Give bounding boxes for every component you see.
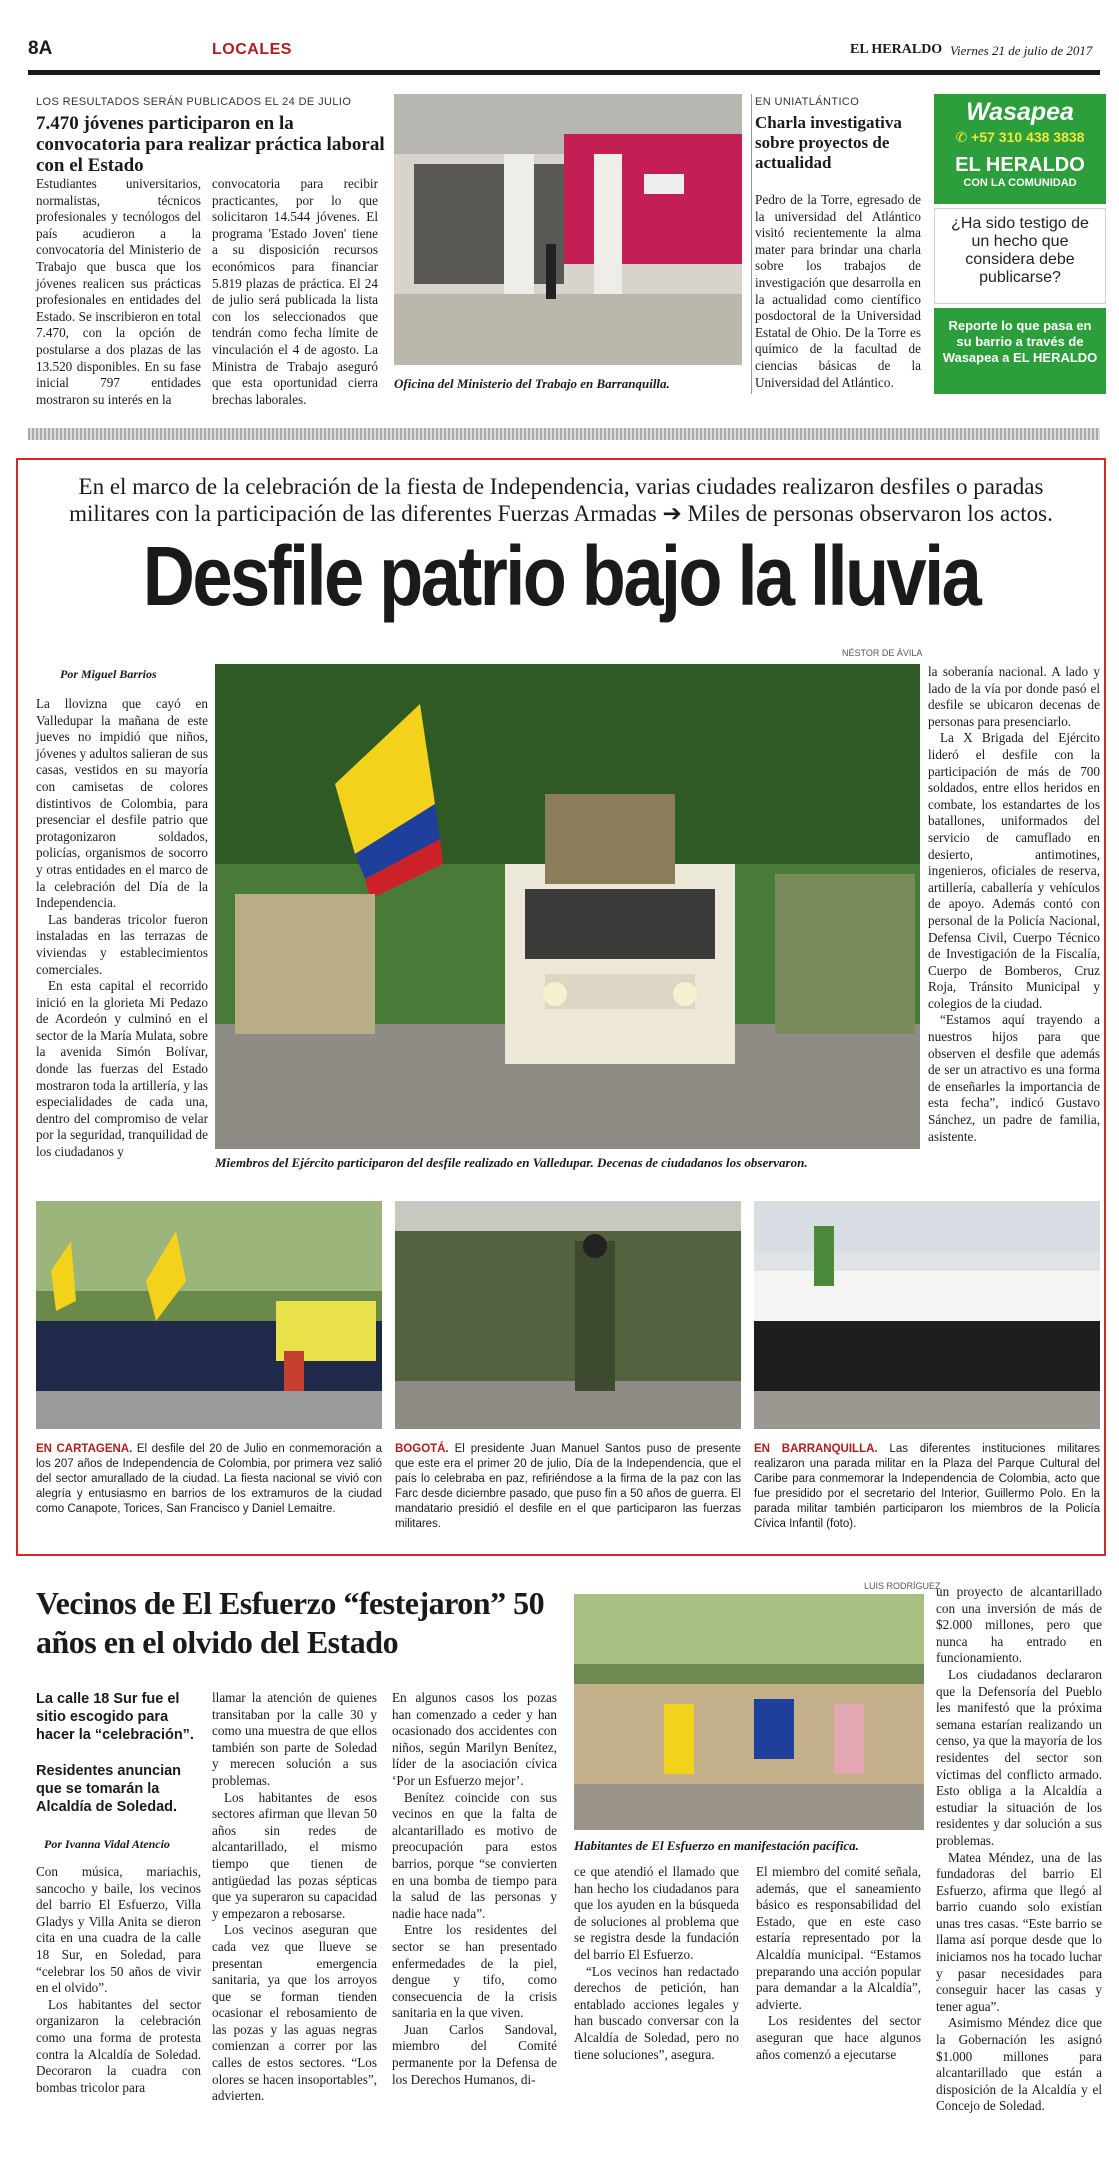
- feature-right-para: la soberanía nacional. A lado y lado de la vía por donde pasó el desfile se ubicaron decenas de personas para presenciarlo.: [928, 664, 1100, 729]
- wasapea-phone-number: +57 310 438 3838: [971, 129, 1085, 145]
- wasapea-cta: Reporte lo que pasa en su barrio a través de Wasapea a EL HERALDO: [942, 318, 1098, 365]
- bottom-para: llamar la atención de quienes transitaban por la calle 30 y como una muestra de que ellos también son parte de Soledad y merecen solución a sus problemas.: [212, 1690, 377, 1788]
- cartagena-photo: [36, 1201, 382, 1429]
- wasapea-title: Wasapea: [966, 98, 1074, 126]
- bottom-photo-caption: Habitantes de El Esfuerzo en manifestación pacífica.: [574, 1838, 859, 1853]
- barranquilla-text: Las diferentes instituciones militares realizaron una parada militar en la Plaza del Parque Cultural del Caribe para conmemorar la Independencia de Colombia, acto que fue presidido por el secretario del Interior, Guillermo Polo. En la parada militar también participaron los miembros de la Policía Cívica Infantil (foto).: [754, 1443, 1100, 1530]
- feature-headline: Desfile patrio bajo la lluvia: [142, 529, 980, 623]
- bottom-para: Con música, mariachis, sancocho y baile, los vecinos del barrio El Esfuerzo, Villa Gladys y Villa Anita se dieron cita en una cuadra de la calle 18 Sur, en Soledad, para “celebrar los 50 años de vivir en el olvido”.: [36, 1864, 201, 1996]
- bottom-col5: [756, 1864, 921, 2063]
- feature-left-column: [36, 696, 208, 1161]
- bottom-col2: [212, 1690, 377, 2105]
- bottom-para: Entre los residentes del sector se han presentado enfermedades de la piel, dengue y tifo, como consecuencia de la crisis sanitaria en la que viven.: [392, 1922, 557, 2021]
- side-headline: Charla investigativa sobre proyectos de actualidad: [755, 113, 902, 172]
- el-esfuerzo-protest-photo: [574, 1594, 924, 1830]
- header-rule: [28, 70, 1100, 75]
- bottom-para: Los habitantes de esos sectores afirman que llevan 50 años sin redes de alcantarillado, el mismo tiempo que tienen de antigüedad las pozas sépticas que ya superaron su capacidad y empezaron a rebosarse.: [212, 1789, 377, 1921]
- side-kicker: EN UNIATLÁNTICO: [755, 96, 860, 108]
- bottom-para: En algunos casos los pozas han comenzado a ceder y han ocasionado dos accidentes con niños, según Marilyn Benítez, líder de la asociación cívica ‘Por un Esfuerzo mejor’.: [392, 1690, 557, 1788]
- feature-left-para: En esta capital el recorrido inició en la glorieta Mi Pedazo de Acordeón y culminó en el sector de la María Mulata, sobre la avenida Simón Bolívar, donde las fuerzas del Estado mostraron toda la artillería, y las especialidades de cada una, dentro del compromiso de velar por la seguridad, tranquilidad de los ciudadanos y: [36, 978, 208, 1160]
- bottom-para: Benítez coincide con sus vecinos en que la falta de alcantarillado es motivo de preocupación para estos barrios, porque “se convierten en una bomba de tiempo para la salud de las personas y nadie hace nada”.: [392, 1789, 557, 1921]
- feature-right-para: “Estamos aquí trayendo a nuestros hijos para que observen el desfile que además de ser un atractivo es una forma de enseñarles la importancia de esta fecha”, indicó Gustavo Sánchez, un padre de familia, asistente.: [928, 1012, 1100, 1144]
- barranquilla-photo: [754, 1201, 1100, 1429]
- bogota-text: El presidente Juan Manuel Santos puso de presente que este era el primer 20 de julio, Día de la Independencia, que el país lo celebraba en paz, refiriéndose a la firma de la paz con las Farc desde diciembre pasado, que puso fin a 50 años de guerra. El mandatario presidió el desfile en el que participaron las fuerzas militares.: [395, 1443, 741, 1530]
- top-col2: convocatoria para recibir practicantes, por lo que solicitaron 14.544 jóvenes. El programa 'Estado Joven' tiene a su disposición recursos económicos para financiar 5.819 plazas de práctica. El 24 de julio será publicada la lista con los seleccionados que tendrán como fecha límite de vinculación el 4 de agosto. La Ministra de Trabajo aseguró que esta oportunidad cierra brechas laborales.: [212, 176, 378, 407]
- feature-right-column: [928, 664, 1100, 1145]
- wasapea-bottom: [934, 308, 1106, 394]
- bottom-para: El miembro del comité señala, además, que el saneamiento básico es responsabilidad del Estado, que en este caso estaría representado por la Alcaldía municipal. “Estamos preparando una acción popular para demandar a la Alcaldía”, advierte.: [756, 1864, 921, 2012]
- bottom-para: Asimismo Méndez dice que la Gobernación les asignó $1.000 millones para alcantarillado que están a disposición de la Alcaldía y el Concejo de Soledad.: [936, 2015, 1102, 2114]
- ministry-office-photo: [394, 94, 742, 365]
- column-divider: [751, 94, 752, 394]
- bottom-col1: [36, 1864, 201, 2096]
- top-kicker: LOS RESULTADOS SERÁN PUBLICADOS EL 24 DE JULIO: [36, 96, 352, 108]
- bogota-caption: [395, 1442, 741, 1532]
- valledupar-parade-photo: [215, 664, 920, 1149]
- bottom-byline: Por Ivanna Vidal Atencio: [44, 1837, 170, 1851]
- feature-byline: Por Miguel Barrios: [60, 667, 157, 681]
- side-body: Pedro de la Torre, egresado de la universidad del Atlántico visitó recientemente la alma mater para brindar una charla sobre los trabajos de investigación que desarrolla en la actualidad como científico posdoctoral de la Universidad Estatal de Ohio. De la Torre es químico de la facultad de ciencias básicas de la Universidad del Atlántico.: [755, 192, 921, 390]
- bottom-para: Los ciudadanos declararon que la Defensoría del Pueblo les manifestó que la próxima semana estarían realizando un censo, ya que la mayoría de los residentes del sector son víctimas del conflicto armado. Esto obliga a la Alcaldía a estudiar la situación de los residentes y dar solución a sus problemas.: [936, 1666, 1102, 1848]
- bottom-summary-2: Residentes anuncian que se tomarán la Alcaldía de Soledad.: [36, 1763, 182, 1815]
- feature-deck: En el marco de la celebración de la fiesta de Independencia, varias ciudades realizaron desfiles o paradas militares con la participación de las diferentes Fuerzas Armadas ➔ Miles de personas observaron los actos.: [69, 474, 1053, 526]
- wasapea-question-box: [934, 208, 1106, 304]
- top-photo-caption: Oficina del Ministerio del Trabajo en Barranquilla.: [394, 376, 670, 391]
- bottom-para: Los vecinos aseguran que cada vez que llueve se presentan emergencia sanitaria, ya que los arroyos que se forman tienden ocasionar el rebosamiento de las pozas y las aguas negras comienzan a correr por las calles de estos sectores. “Los olores se hacen insoportables”, advierten.: [212, 1922, 377, 2104]
- bottom-summary-1: La calle 18 Sur fue el sitio escogido para hacer la “celebración”.: [36, 1691, 194, 1743]
- wasapea-question: ¿Ha sido testigo de un hecho que considera debe publicarse?: [951, 215, 1089, 286]
- top-col1: Estudiantes universitarios, normalistas, técnicos profesionales y tecnólogos del país acudieron a la convocatoria del Ministerio de Trabajo que busca que los jóvenes realicen sus prácticas profesionales en entidades del Estado. Se inscribieron en total 7.470, con la opción de postularse a dos plazas de las 13.520 disponibles. En su fase inicial 797 entidades mostraron su interés en la: [36, 176, 201, 407]
- wasapea-top: [934, 94, 1106, 204]
- whatsapp-icon: ✆: [955, 129, 972, 145]
- wasapea-box: [934, 94, 1106, 394]
- main-photo-caption: Miembros del Ejército participaron del desfile realizado en Valledupar. Decenas de ciudadanos los observaron.: [215, 1155, 808, 1170]
- section-name: LOCALES: [212, 41, 292, 58]
- top-headline: 7.470 jóvenes participaron en la convocatoria para realizar práctica laboral con el Estado: [36, 113, 385, 176]
- grey-divider-band: [28, 428, 1100, 440]
- bottom-col6: [936, 1584, 1102, 2115]
- feature-left-para: Las banderas tricolor fueron instaladas en las terrazas de viviendas y establecimientos comerciales.: [36, 911, 208, 977]
- bottom-headline: Vecinos de El Esfuerzo “festejaron” 50 años en el olvido del Estado: [36, 1585, 545, 1660]
- bogota-photo: [395, 1201, 741, 1429]
- bottom-para: un proyecto de alcantarillado con una inversión de más de $2.000 millones, pero que nunca ha entrado en funcionamiento.: [936, 1584, 1102, 1666]
- bottom-col4: [574, 1864, 739, 2063]
- cartagena-text: El desfile del 20 de Julio en conmemoración a los 207 años de Independencia de Colombia, por primera vez salió del sector amurallado de la ciudad. La fiesta nacional se vivió con alegría y entusiasmo en barrios de los extramuros de la ciudad como Canapote, Torices, San Francisco y Daniel Lemaitre.: [36, 1443, 382, 1515]
- page-number: 8A: [28, 38, 53, 59]
- feature-right-para: La X Brigada del Ejército lideró el desfile con la participación de más de 700 soldados, entre ellos heridos en combate, los estandartes de los batallones, uniformados del servicio de camuflado en desierto, antimotines, ingenieros, oficiales de reserva, artillería, caballería y vehículos de apoyo. Además contó con personal de la Policía Nacional, Defensa Civil, Cuerpo Técnico de Investigación de la Fiscalía, Cuerpo de Bomberos, Cruz Roja, Tránsito Municipal y colegios de la ciudad.: [928, 730, 1100, 1011]
- barranquilla-city: EN BARRANQUILLA.: [754, 1443, 878, 1455]
- bogota-city: BOGOTÁ.: [395, 1443, 449, 1455]
- bottom-col3: [392, 1690, 557, 2088]
- bottom-para: Los residentes del sector aseguran que hace algunos años comenzó a ejecutarse: [756, 2013, 921, 2062]
- feature-left-para: La llovizna que cayó en Valledupar la mañana de este jueves no impidió que niños, jóvenes y adultos salieran de sus casas, vestidos en su mayoría con camisetas de colores distintivos de Colombia, para presenciar el desfile patrio que protagonizaron soldados, policías, organismos de socorro y otras entidades en el marco de la celebración del Día de la Independencia.: [36, 696, 208, 911]
- bottom-para: ce que atendió el llamado que han hecho los ciudadanos para que los ayuden en la búsqueda de soluciones al problema que se registra desde la fundación del barrio El Esfuerzo.: [574, 1864, 739, 1962]
- bottom-para: “Los vecinos han redactado derechos de petición, han entablado acciones legales y han buscado conversar con la Alcaldía de Soledad, pero no tiene soluciones”, asegura.: [574, 1963, 739, 2062]
- masthead-date: Viernes 21 de julio de 2017: [950, 43, 1093, 58]
- bottom-para: Los habitantes del sector organizaron la celebración como una forma de protesta contra la Alcaldía de Soledad. Decoraron la cuadra con bombas tricolor para: [36, 1996, 201, 2095]
- wasapea-brand-sub: CON LA COMUNIDAD: [963, 177, 1077, 189]
- feature-photo-credit: NÉSTOR DE ÁVILA: [842, 648, 923, 658]
- bottom-para: Juan Carlos Sandoval, miembro del Comité permanente por la Defensa de los Derechos Humanos, di-: [392, 2021, 557, 2087]
- wasapea-phone: [934, 129, 1106, 146]
- cartagena-caption: [36, 1442, 382, 1517]
- barranquilla-caption: [754, 1442, 1100, 1532]
- cartagena-city: EN CARTAGENA.: [36, 1443, 133, 1455]
- masthead-paper: EL HERALDO: [850, 42, 943, 57]
- wasapea-brand: EL HERALDO: [955, 154, 1085, 176]
- bottom-para: Matea Méndez, una de las fundadoras del barrio El Esfuerzo, afirma que llegó al barrio cuando solo existían unas tres casas. “Este barrio se llama así porque desde que lo iniciamos nos ha tocado luchar y pasar necesidades para conseguir hacer las casas y tener agua”.: [936, 1849, 1102, 2014]
- bottom-photo-credit: LUIS RODRÍGUEZ: [864, 1581, 941, 1591]
